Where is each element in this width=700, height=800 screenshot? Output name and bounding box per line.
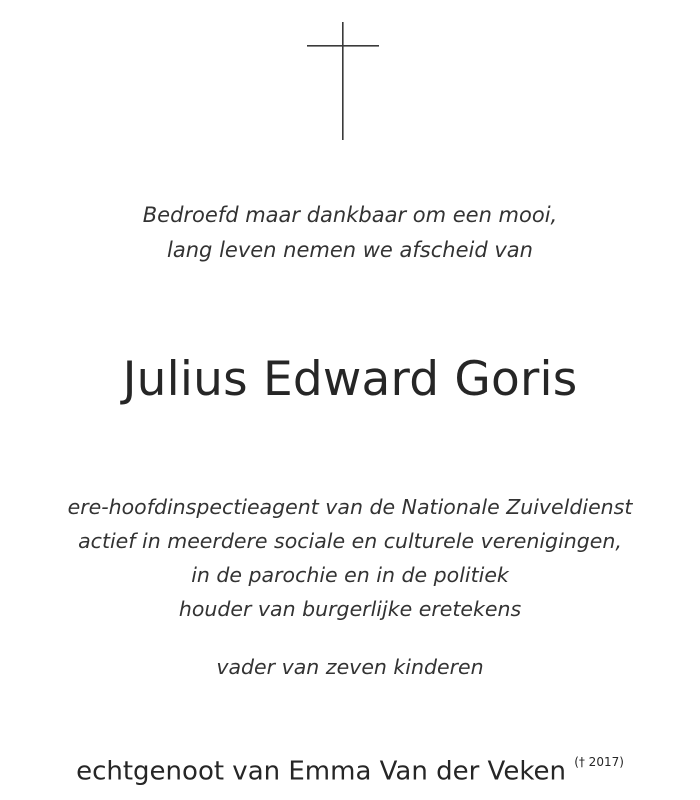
title-line: in de parochie en in de politiek bbox=[191, 563, 509, 587]
title-line: ere-hoofdinspectieagent van de Nationale Zuiveldienst bbox=[67, 495, 633, 519]
children-text: vader van zeven kinderen bbox=[216, 655, 484, 679]
intro-line: Bedroefd maar dankbaar om een mooi, bbox=[142, 203, 558, 227]
spouse-line bbox=[0, 748, 700, 790]
deceased-name: Julius Edward Goris bbox=[122, 352, 578, 407]
titles-text bbox=[0, 490, 700, 626]
cross-icon bbox=[307, 22, 379, 140]
spouse-death-note: († 2017) bbox=[574, 755, 624, 769]
intro-line: lang leven nemen we afscheid van bbox=[167, 238, 533, 262]
intro-text bbox=[0, 198, 700, 268]
title-line: houder van burgerlijke eretekens bbox=[178, 597, 522, 621]
title-line: actief in meerdere sociale en culturele verenigingen, bbox=[78, 529, 622, 553]
spouse-text: echtgenoot van Emma Van der Veken bbox=[76, 756, 566, 787]
